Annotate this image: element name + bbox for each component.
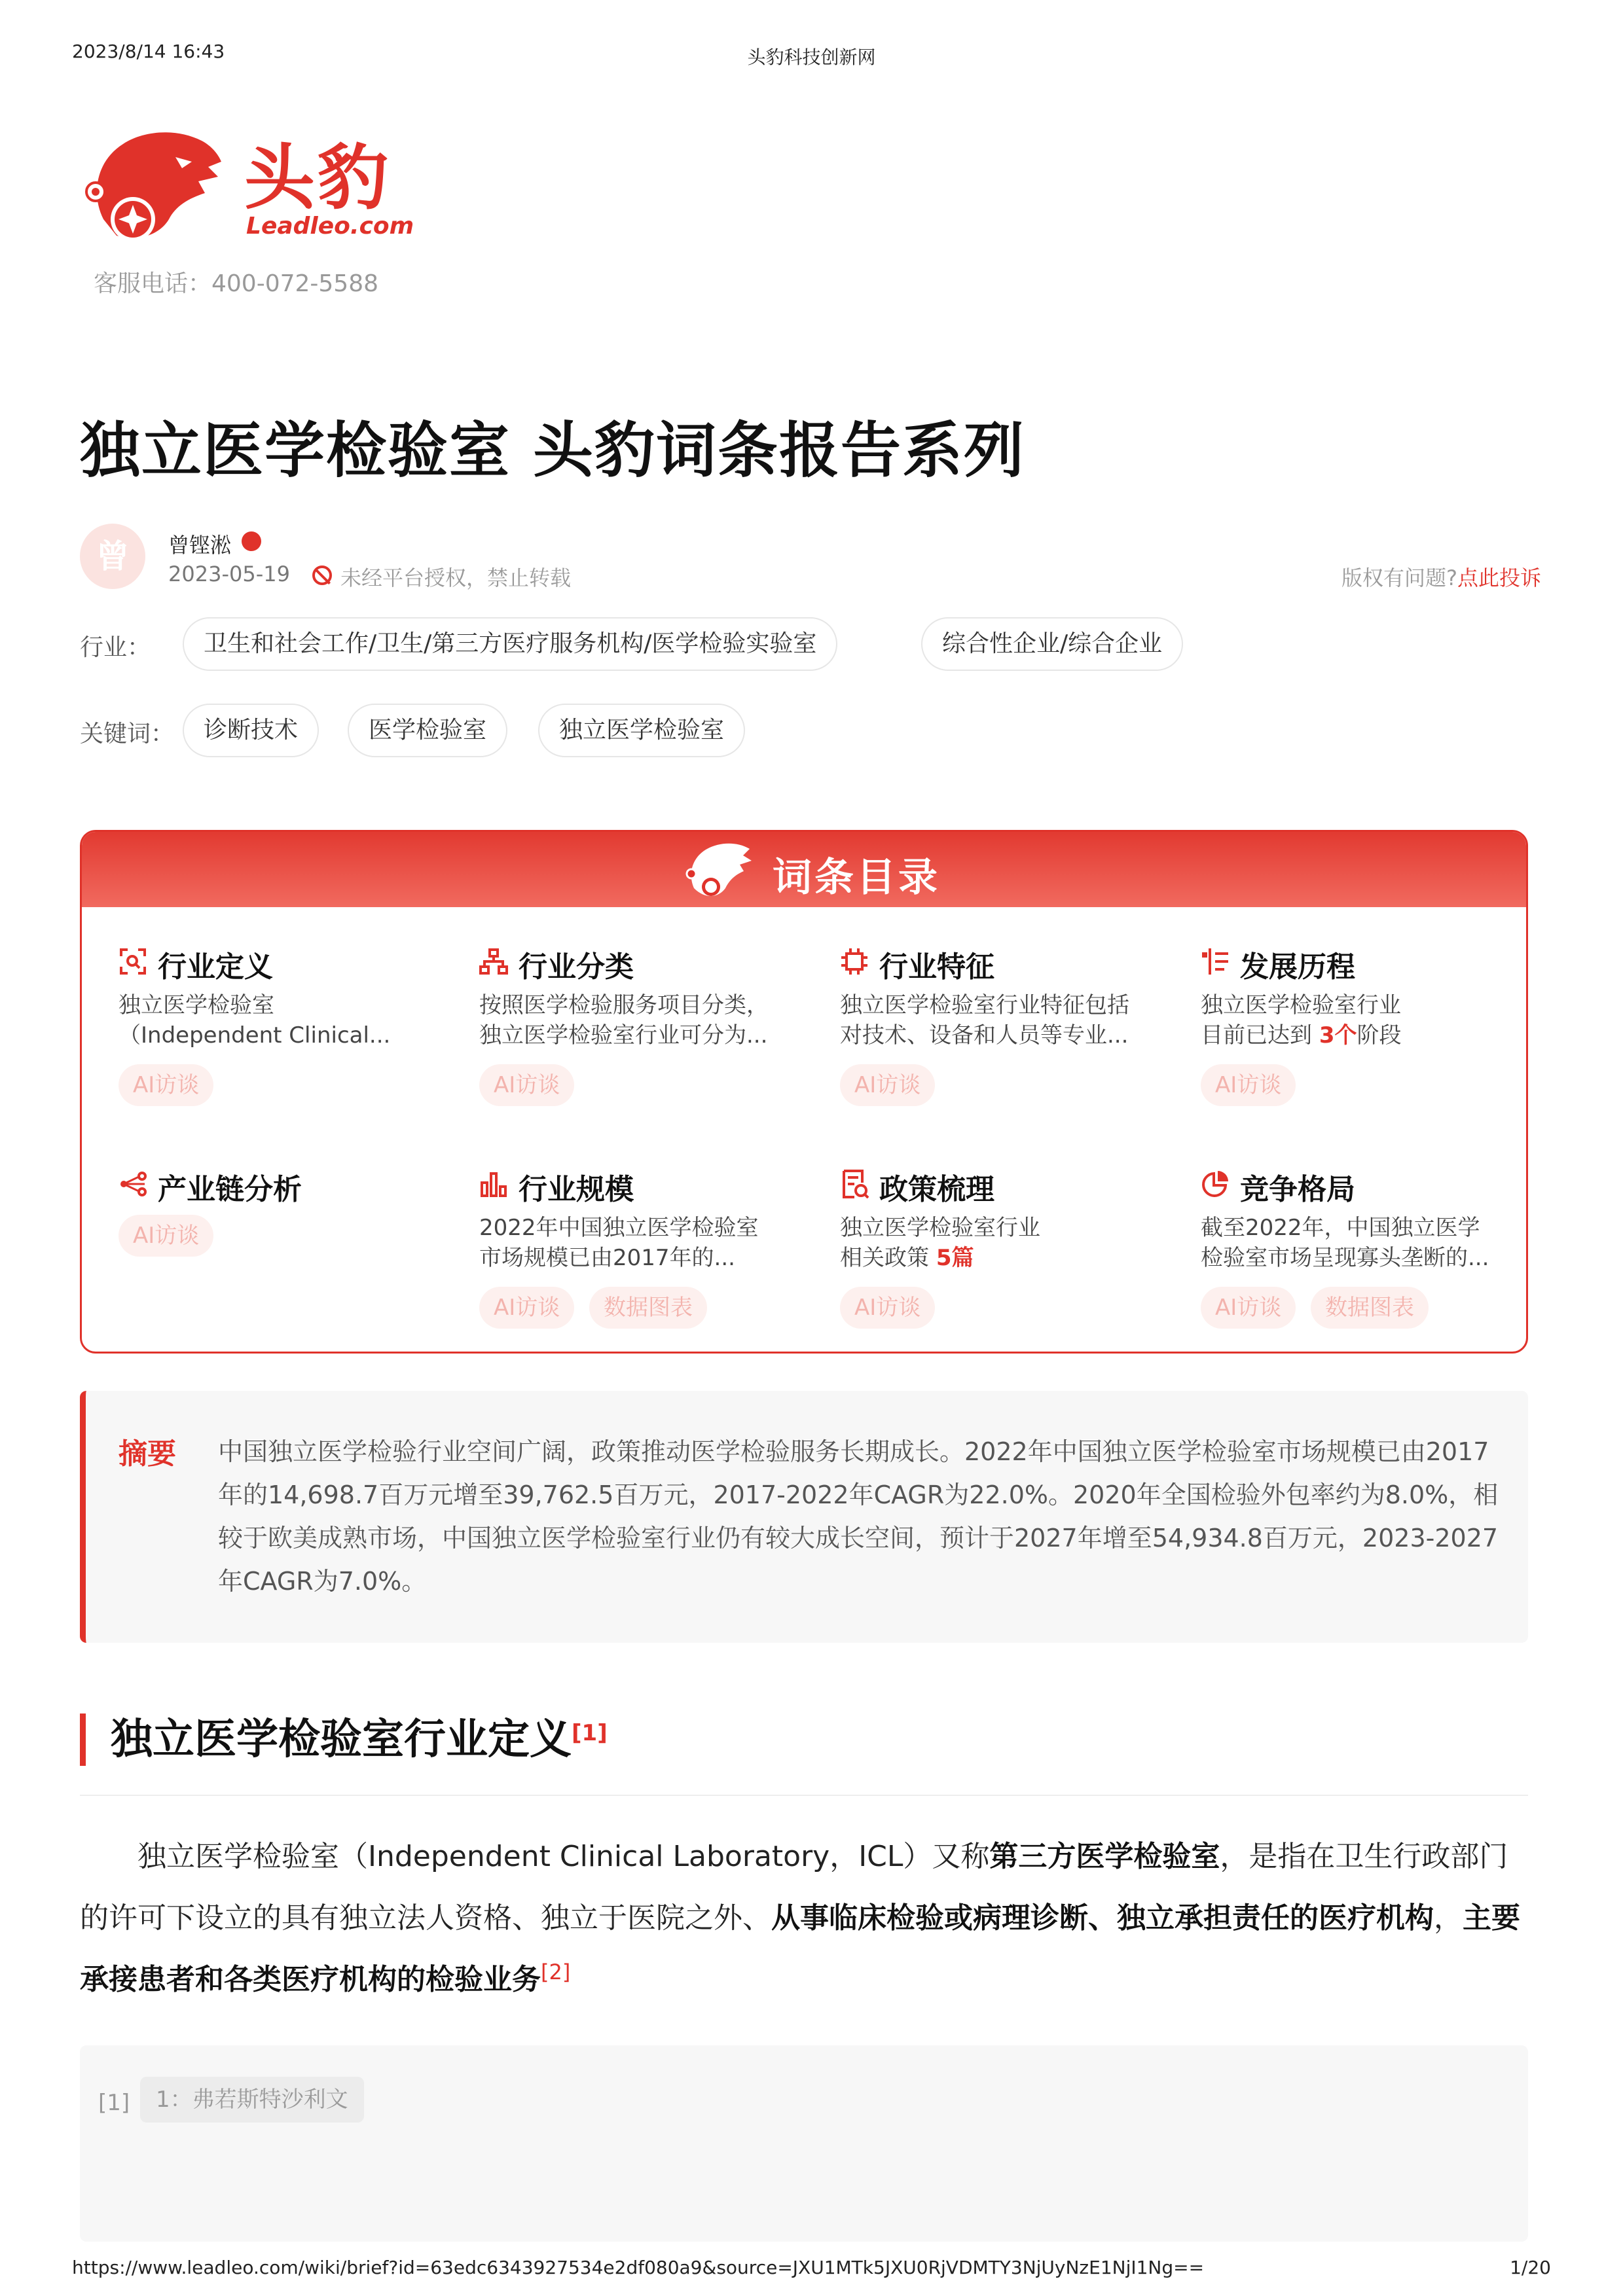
desc-text: 相关政策	[840, 1245, 936, 1271]
desc-line: 对技术、设备和人员等专业...	[840, 1022, 1129, 1049]
leopard-logo-icon	[77, 121, 234, 252]
toc-item-heading: 竞争格局	[1240, 1173, 1355, 1206]
ai-interview-badge[interactable]: AI访谈	[119, 1215, 213, 1257]
toc-item-desc	[479, 1213, 787, 1273]
abstract-box	[80, 1391, 1528, 1643]
industry-tag[interactable]: 综合性企业/综合企业	[921, 617, 1183, 671]
para-bold: 第三方医学检验室	[989, 1840, 1220, 1873]
definition-paragraph	[80, 1826, 1528, 2011]
section-title-text: 独立医学检验室行业定义	[111, 1715, 572, 1764]
complain-link[interactable]: 点此投诉	[1457, 565, 1541, 590]
chip-icon	[840, 947, 869, 976]
abstract-label: 摘要	[119, 1437, 176, 1471]
timeline-icon	[1201, 947, 1230, 976]
toc-item-heading: 行业分类	[519, 950, 634, 984]
keyword-tag[interactable]: 医学检验室	[348, 704, 507, 757]
print-footer	[72, 2257, 1551, 2283]
desc-line	[840, 1243, 1148, 1273]
toc-item-classification[interactable]	[479, 943, 793, 1107]
desc-line: 独立医学检验室行业	[840, 1215, 1040, 1241]
leadleo-logo[interactable]	[77, 121, 418, 252]
search-doc-icon	[119, 947, 147, 976]
report-title: 独立医学检验室 头豹词条报告系列	[80, 416, 1026, 486]
toc-card	[80, 830, 1528, 1354]
section-title	[80, 1713, 608, 1766]
section-divider	[80, 1795, 1528, 1796]
ai-interview-badge[interactable]: AI访谈	[479, 1287, 574, 1329]
publish-date: 2023-05-19	[168, 562, 290, 586]
keyword-tag[interactable]: 独立医学检验室	[538, 704, 745, 757]
keyword-label: 关键词：	[80, 721, 175, 747]
desc-line: 按照医学检验服务项目分类，	[479, 992, 769, 1018]
policy-doc-icon	[840, 1170, 869, 1198]
ai-interview-badge[interactable]: AI访谈	[840, 1287, 935, 1329]
industry-label: 行业：	[80, 634, 151, 661]
industry-row	[80, 617, 1541, 671]
bar-chart-icon	[479, 1170, 508, 1198]
desc-line: 市场规模已由2017年的...	[479, 1245, 735, 1271]
para-text: 独立医学检验室（Independent Clinical Laboratory，ICL）又称	[137, 1840, 990, 1873]
brand-name-cn: 头豹	[244, 137, 392, 219]
ai-interview-badge[interactable]: AI访谈	[1201, 1064, 1296, 1106]
toc-item-market-size[interactable]	[479, 1166, 793, 1329]
pie-chart-icon	[1201, 1170, 1230, 1198]
para-text: ，是指在卫生行政部门的许可下设立的具有独立法人资格、独立于医院之外、	[80, 1840, 1508, 1935]
ai-interview-badge[interactable]: AI访谈	[479, 1064, 574, 1106]
no-repost-icon	[312, 565, 332, 585]
toc-item-competition[interactable]	[1201, 1166, 1515, 1329]
toc-item-desc	[119, 990, 426, 1050]
author-row	[80, 524, 1541, 596]
copyright-question: 版权有问题?	[1341, 565, 1457, 590]
para-bold: 从事临床检验或病理诊断、独立承担责任的医疗机构	[771, 1901, 1434, 1935]
verified-badge-icon	[242, 531, 261, 551]
desc-text: 目前已达到	[1201, 1022, 1319, 1049]
para-bold: 主要承接患者和各类医疗机构的检验业务	[80, 1901, 1520, 1996]
desc-line: 独立医学检验室行业特征包括	[840, 992, 1129, 1018]
data-chart-badge[interactable]: 数据图表	[589, 1287, 707, 1329]
copyright-notice	[1341, 562, 1541, 592]
toc-item-desc	[479, 990, 787, 1050]
toc-item-features[interactable]	[840, 943, 1154, 1107]
toc-item-heading: 行业特征	[879, 950, 994, 984]
repost-restriction: 未经平台授权，禁止转载	[340, 565, 572, 590]
toc-header	[82, 832, 1526, 907]
author-avatar[interactable]: 曾	[80, 524, 145, 589]
citation-link[interactable]: [1]	[572, 1720, 608, 1746]
toc-item-desc	[1201, 990, 1508, 1050]
leopard-head-icon	[681, 837, 759, 903]
author-name[interactable]: 曾铿淞	[168, 533, 232, 558]
toc-item-desc	[840, 1213, 1148, 1273]
desc-line: 检验室市场呈现寡头垄断的...	[1201, 1245, 1489, 1271]
toc-title: 词条目录	[773, 855, 940, 901]
desc-line: （Independent Clinical...	[119, 1022, 391, 1049]
toc-item-heading: 行业定义	[158, 950, 273, 984]
toc-item-history[interactable]	[1201, 943, 1515, 1107]
policy-count: 5篇	[936, 1245, 974, 1271]
data-chart-badge[interactable]: 数据图表	[1311, 1287, 1429, 1329]
print-header	[72, 41, 1551, 67]
citation-link[interactable]: [2]	[541, 1960, 571, 1984]
toc-item-heading: 行业规模	[519, 1173, 634, 1206]
desc-line: 截至2022年，中国独立医学	[1201, 1215, 1480, 1241]
reference-item[interactable]: 1：弗若斯特沙利文	[140, 2077, 364, 2123]
desc-line	[1201, 1020, 1508, 1050]
desc-line: 独立医学检验室行业可分为...	[479, 1022, 768, 1049]
ai-interview-badge[interactable]: AI访谈	[1201, 1287, 1296, 1329]
desc-line: 2022年中国独立医学检验室	[479, 1215, 759, 1241]
toc-item-definition[interactable]	[119, 943, 433, 1107]
print-site-title: 头豹科技创新网	[747, 46, 876, 68]
para-text: ，	[1434, 1901, 1463, 1935]
keyword-tag[interactable]: 诊断技术	[183, 704, 319, 757]
toc-item-value-chain[interactable]	[119, 1166, 433, 1329]
desc-text: 阶段	[1357, 1022, 1402, 1049]
toc-item-heading: 产业链分析	[158, 1173, 302, 1206]
stage-count: 3个	[1319, 1022, 1357, 1049]
abstract-text: 中国独立医学检验行业空间广阔，政策推动医学检验服务长期成长。2022年中国独立医学检验室市场规模已由2017年的14,698.7百万元增至39,762.5百万元，2017-2022年CAGR为22.0%。2020年全国检验外包率约为8.0%，相较于欧美成熟市场，中国独立医学检验室行业仍有较大成长空间，预计于2027年增至54,934.8百万元，2023-2027年CAGR为7.0%。	[218, 1437, 1499, 1596]
toc-item-heading: 发展历程	[1240, 950, 1355, 984]
page-url: https://www.leadleo.com/wiki/brief?id=63edc6343927534e2df080a9&source=JXU1MTk5JXU0RjVDMTY3NjUyNzE1NjI1Ng==	[72, 2257, 1205, 2278]
keyword-row	[80, 704, 1541, 757]
toc-item-heading: 政策梳理	[879, 1173, 994, 1206]
hierarchy-icon	[479, 947, 508, 976]
ai-interview-badge[interactable]: AI访谈	[119, 1064, 213, 1106]
ai-interview-badge[interactable]: AI访谈	[840, 1064, 935, 1106]
toc-item-desc	[840, 990, 1148, 1050]
page-number: 1/20	[1510, 2257, 1551, 2278]
desc-line: 独立医学检验室	[119, 992, 274, 1018]
reference-number: [1]	[98, 2090, 130, 2116]
toc-item-policy[interactable]	[840, 1166, 1154, 1329]
desc-line: 独立医学检验室行业	[1201, 992, 1401, 1018]
print-datetime: 2023/8/14 16:43	[72, 41, 225, 62]
service-hotline: 客服电话：400-072-5588	[94, 270, 379, 297]
industry-tag[interactable]: 卫生和社会工作/卫生/第三方医疗服务机构/医学检验实验室	[183, 617, 837, 671]
chain-icon	[119, 1170, 147, 1198]
toc-item-desc	[1201, 1213, 1508, 1273]
brand-name-en: Leadleo.com	[246, 213, 414, 240]
references-box	[80, 2045, 1528, 2242]
